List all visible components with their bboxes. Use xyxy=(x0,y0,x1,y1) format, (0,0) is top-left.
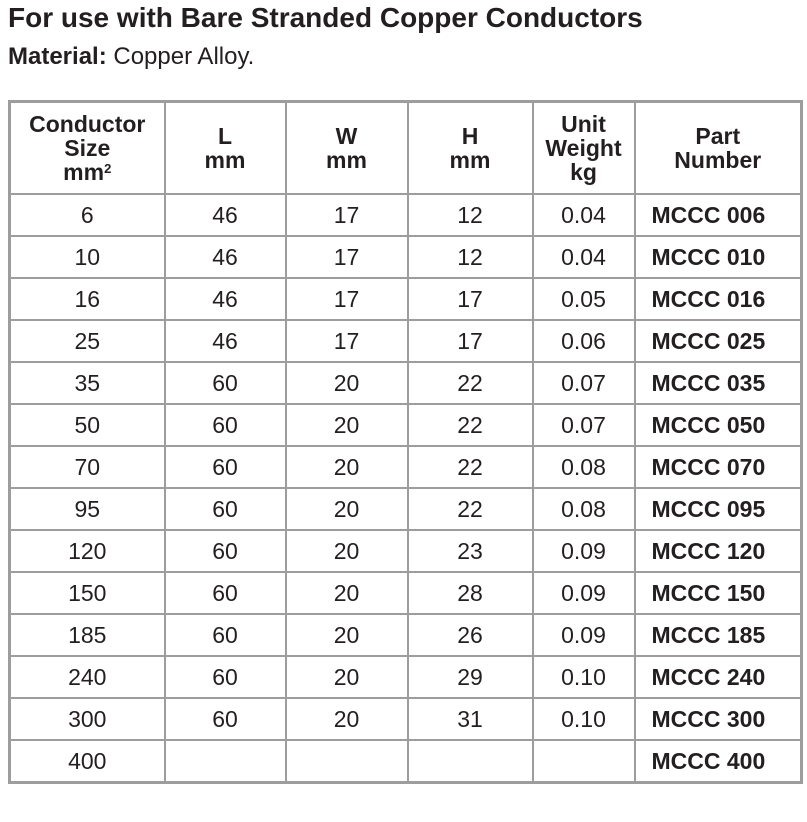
table-row xyxy=(10,698,802,740)
cell-conductor-size: 10 xyxy=(10,236,165,278)
cell-part-number: MCCC 006 xyxy=(635,194,802,236)
table-row xyxy=(10,404,802,446)
header-width: W mm xyxy=(286,102,408,195)
cell-unit-weight: 0.09 xyxy=(533,572,635,614)
cell-part-number: MCCC 185 xyxy=(635,614,802,656)
cell-length: 60 xyxy=(165,488,286,530)
cell-height: 22 xyxy=(408,404,533,446)
cell-length xyxy=(165,740,286,783)
cell-height: 12 xyxy=(408,236,533,278)
cell-height: 22 xyxy=(408,362,533,404)
table-row xyxy=(10,278,802,320)
cell-part-number: MCCC 035 xyxy=(635,362,802,404)
page-title: For use with Bare Stranded Copper Conductors xyxy=(8,2,643,33)
cell-unit-weight: 0.07 xyxy=(533,362,635,404)
cell-part-number: MCCC 400 xyxy=(635,740,802,783)
cell-width: 20 xyxy=(286,488,408,530)
cell-conductor-size: 70 xyxy=(10,446,165,488)
table-row xyxy=(10,656,802,698)
cell-width: 20 xyxy=(286,404,408,446)
cell-length: 60 xyxy=(165,698,286,740)
cell-height: 26 xyxy=(408,614,533,656)
cell-part-number: MCCC 095 xyxy=(635,488,802,530)
table-row xyxy=(10,740,802,783)
cell-length: 60 xyxy=(165,614,286,656)
cell-length: 60 xyxy=(165,404,286,446)
cell-part-number: MCCC 150 xyxy=(635,572,802,614)
table-row xyxy=(10,446,802,488)
cell-length: 46 xyxy=(165,194,286,236)
cell-length: 60 xyxy=(165,362,286,404)
cell-length: 46 xyxy=(165,278,286,320)
cell-length: 60 xyxy=(165,530,286,572)
cell-unit-weight: 0.10 xyxy=(533,698,635,740)
cell-height: 17 xyxy=(408,320,533,362)
cell-part-number: MCCC 240 xyxy=(635,656,802,698)
table-row xyxy=(10,362,802,404)
cell-conductor-size: 300 xyxy=(10,698,165,740)
cell-part-number: MCCC 070 xyxy=(635,446,802,488)
cell-height: 28 xyxy=(408,572,533,614)
cell-width: 20 xyxy=(286,572,408,614)
table-row xyxy=(10,614,802,656)
header-part-number: Part Number xyxy=(635,102,802,195)
cell-width: 20 xyxy=(286,446,408,488)
cell-height: 29 xyxy=(408,656,533,698)
material-line xyxy=(8,42,254,72)
cell-part-number: MCCC 010 xyxy=(635,236,802,278)
cell-height: 22 xyxy=(408,446,533,488)
cell-conductor-size: 120 xyxy=(10,530,165,572)
cell-unit-weight: 0.09 xyxy=(533,530,635,572)
cell-conductor-size: 400 xyxy=(10,740,165,783)
header-length: L mm xyxy=(165,102,286,195)
cell-conductor-size: 150 xyxy=(10,572,165,614)
cell-conductor-size: 95 xyxy=(10,488,165,530)
header-conductor-size: Conductor Size $mm^2$ xyxy=(10,102,165,195)
cell-part-number: MCCC 016 xyxy=(635,278,802,320)
cell-height: 17 xyxy=(408,278,533,320)
cell-height: 31 xyxy=(408,698,533,740)
header-unit-weight: Unit Weight kg xyxy=(533,102,635,195)
material-value: Copper Alloy. xyxy=(113,43,255,70)
cell-width xyxy=(286,740,408,783)
table-body xyxy=(10,194,802,783)
cell-height: 23 xyxy=(408,530,533,572)
cell-unit-weight xyxy=(533,740,635,783)
cell-length: 60 xyxy=(165,446,286,488)
conductor-spec-table xyxy=(8,100,803,784)
cell-width: 20 xyxy=(286,530,408,572)
cell-unit-weight: 0.04 xyxy=(533,236,635,278)
cell-width: 17 xyxy=(286,194,408,236)
cell-conductor-size: 240 xyxy=(10,656,165,698)
material-label: Material: xyxy=(8,43,107,70)
cell-part-number: MCCC 120 xyxy=(635,530,802,572)
cell-conductor-size: 50 xyxy=(10,404,165,446)
cell-width: 20 xyxy=(286,614,408,656)
cell-part-number: MCCC 300 xyxy=(635,698,802,740)
cell-width: 17 xyxy=(286,236,408,278)
cell-unit-weight: 0.08 xyxy=(533,488,635,530)
cell-width: 20 xyxy=(286,698,408,740)
cell-width: 20 xyxy=(286,656,408,698)
cell-height xyxy=(408,740,533,783)
cell-unit-weight: 0.05 xyxy=(533,278,635,320)
cell-unit-weight: 0.09 xyxy=(533,614,635,656)
table-row xyxy=(10,320,802,362)
cell-unit-weight: 0.06 xyxy=(533,320,635,362)
cell-conductor-size: 35 xyxy=(10,362,165,404)
cell-part-number: MCCC 025 xyxy=(635,320,802,362)
header-height: H mm xyxy=(408,102,533,195)
cell-width: 17 xyxy=(286,320,408,362)
table-row xyxy=(10,236,802,278)
cell-length: 60 xyxy=(165,572,286,614)
table-row xyxy=(10,530,802,572)
cell-length: 46 xyxy=(165,320,286,362)
cell-conductor-size: 185 xyxy=(10,614,165,656)
cell-unit-weight: 0.07 xyxy=(533,404,635,446)
table-header-row xyxy=(10,102,802,195)
table-row xyxy=(10,572,802,614)
cell-conductor-size: 16 xyxy=(10,278,165,320)
cell-unit-weight: 0.10 xyxy=(533,656,635,698)
cell-unit-weight: 0.08 xyxy=(533,446,635,488)
cell-width: 17 xyxy=(286,278,408,320)
table-row xyxy=(10,488,802,530)
cell-unit-weight: 0.04 xyxy=(533,194,635,236)
cell-conductor-size: 6 xyxy=(10,194,165,236)
cell-conductor-size: 25 xyxy=(10,320,165,362)
cell-height: 12 xyxy=(408,194,533,236)
cell-length: 60 xyxy=(165,656,286,698)
cell-width: 20 xyxy=(286,362,408,404)
table-row xyxy=(10,194,802,236)
cell-length: 46 xyxy=(165,236,286,278)
cell-part-number: MCCC 050 xyxy=(635,404,802,446)
cell-height: 22 xyxy=(408,488,533,530)
